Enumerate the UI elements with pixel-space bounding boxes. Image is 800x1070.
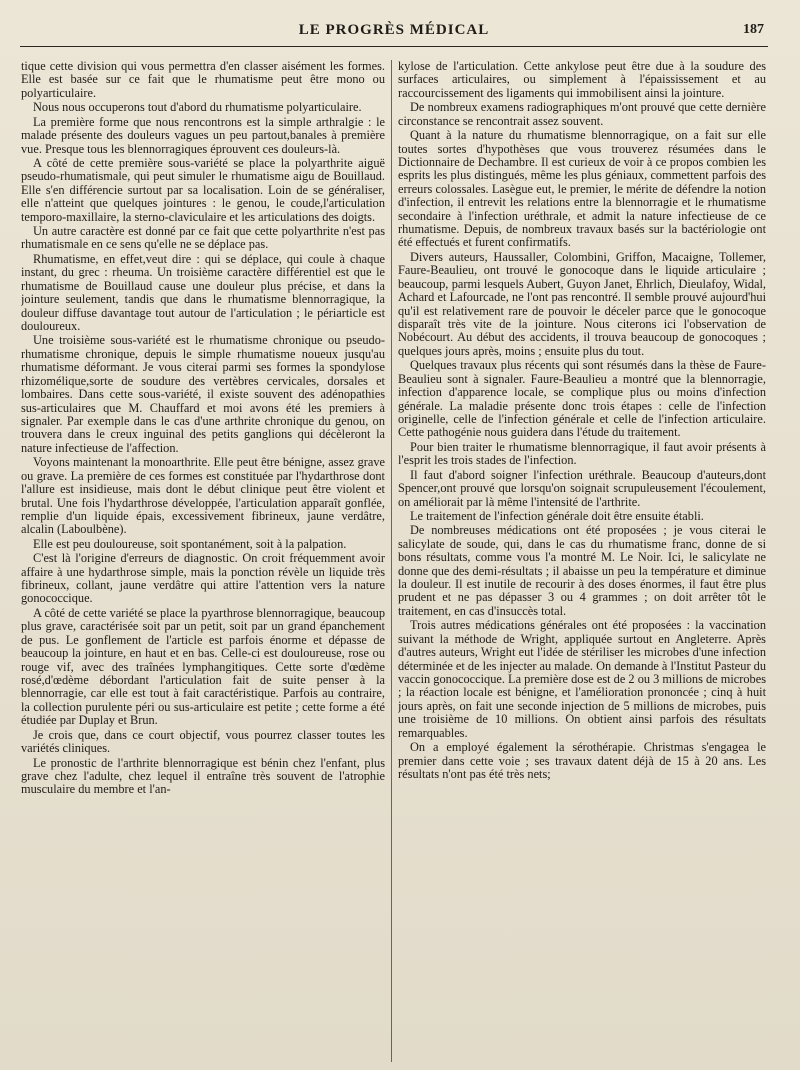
page-number: 187 (743, 22, 764, 37)
paragraph: De nombreux examens radiographiques m'ont prouvé que cette dernière circonstance se rencontrait assez souvent. (398, 100, 766, 128)
right-column (398, 60, 766, 1064)
paragraph: La première forme que nous rencontrons est la simple arthralgie : le malade présente des douleurs vagues un peu partout,banales à première vue. Presque tous les blennorragiques éprouvent ces douleurs-là. (21, 114, 385, 156)
paragraph: Le pronostic de l'arthrite blennorragique est bénin chez l'enfant, plus grave chez l'adulte, chez lequel il entraîne très souvent de l'atrophie musculaire du membre et l'an- (21, 755, 385, 797)
paragraph: kylose de l'articulation. Cette ankylose peut être due à la soudure des surfaces articulaires, ou simplement à l'épaississement et au raccourcissement des ligaments qui immobilisent ainsi la jointure. (398, 60, 766, 100)
paragraph: Quelques travaux plus récents qui sont résumés dans la thèse de Faure-Beaulieu sont à signaler. Faure-Beaulieu a montré que la blennorragie, infection d'apparence locale, se complique plus ou moins d'infection générale. La maladie présente donc trois étapes : celle de l'infection originelle, celle de l'infection générale et celle de l'infection articulaire. Cette pathogénie nous guidera dans l'étude du traitement. (398, 358, 766, 440)
paragraph: Une troisième sous-variété est le rhumatisme chronique ou pseudo-rhumatisme chronique, depuis le simple rhumatisme noueux jusqu'au rhumatisme déformant. Je vous citerai parmi ses formes la spondylose rhizomélique,sorte de soudure des vertèbres cervicales, dorsales et lombaires. Dans cette sous-variété, il existe souvent des adénopathies sus-articulaires que M. Chauffard et moi avons été les premiers à signaler. Par exemple dans le cas d'une arthrite chronique du genou, on trouvera dans le creux inguinal des petits ganglions qui décèleront la nature infectieuse de l'affection. (21, 333, 385, 455)
journal-title: LE PROGRÈS MÉDICAL (298, 22, 490, 38)
paragraph: Rhumatisme, en effet,veut dire : qui se déplace, qui coule à chaque instant, du grec : rheuma. Un troisième caractère différentiel est que le rhumatisme de Bouillaud cause une douleur plus précise, et dans la jointure seulement, tandis que dans le rhumatisme blennorragique, la douleur diffuse davantage tout autour de l'articulation ; le périarticle est douloureux. (21, 251, 385, 334)
paragraph: Voyons maintenant la monoarthrite. Elle peut être bénigne, assez grave ou grave. La première de ces formes est constituée par l'hydarthrose dont l'allure est insidieuse, mais dont le début clinique peut être violent et brutal. Une fois l'hydarthrose développée, l'articulation apparaît gonflée, remplie d'un liquide épais, excessivement fibrineux, jaune verdâtre, alcalin (Laboulbène). (21, 455, 385, 537)
paragraph: Elle est peu douloureuse, soit spontanément, soit à la palpation. (33, 536, 347, 551)
paragraph: De nombreuses médications ont été proposées ; je vous citerai le salicylate de soude, qui, dans le cas du rhumatisme franc, donne de si bons résultats, comme vous l'a montré M. Le Noir. Ici, le salicylate ne donne que des demi-résultats ; il abaisse un peu la température et diminue la douleur. Il est inutile de recourir à des doses énormes, il faut être plus prudent et ne pas dépasser 3 ou 4 grammes ; on doit arrêter tôt le traitement, en cas d'insuccès total. (398, 523, 766, 618)
paragraph: Trois autres médications générales ont été proposées : la vaccination suivant la méthode de Wright, appliquée surtout en Angleterre. Après d'autres auteurs, Wright eut l'idée de stériliser les microbes d'une infection déterminée et de les injecter au malade. On demande à l'Institut Pasteur du vaccin gonococcique. La première dose est de 2 ou 3 millions de microbes ; la réaction locale est bénigne, et l'amélioration prononcée ; cinq à huit jours après, on fait une seconde injection de 5 millions de microbes, puis une troisième de 10 millions. On obtient ainsi parfois des résultats remarquables. (398, 618, 766, 740)
paragraph: Pour bien traiter le rhumatisme blennorragique, il faut avoir présents à l'esprit les trois stades de l'infection. (398, 439, 766, 468)
paragraph: C'est là l'origine d'erreurs de diagnostic. On croit fréquemment avoir affaire à une hydarthrose simple, mais la ponction révèle un liquide très fibrineux, collant, jaune verdâtre qui attire l'attention vers la nature gonococcique. (21, 551, 385, 606)
paragraph: Il faut d'abord soigner l'infection uréthrale. Beaucoup d'auteurs,dont Spencer,ont prouvé que lorsqu'on soignait scrupuleusement l'écoulement, on améliorait par là même l'intensité de l'arthrite. (398, 467, 766, 509)
paragraph: Je crois que, dans ce court objectif, vous pourrez classer toutes les variétés cliniques. (21, 727, 385, 756)
column-divider (391, 60, 392, 1062)
paragraph: A côté de cette variété se place la pyarthrose blennorragique, beaucoup plus grave, caractérisée soit par un petit, soit par un grand épanchement de pus. Le gonflement de l'article est parfois énorme et dépasse de beaucoup la jointure, en haut et en bas. Celle-ci est douloureuse, rose ou rouge vif, avec des traînées lymphangitiques. Cette sorte d'œdème rosé,d'œdème débordant l'articulation fait de suite penser à la blennorragie, car elle est tout à fait caractéristique. Parfois au contraire, la collection purulente péri ou sus-articulaire est petite ; cette forme a été étudiée par Duplay et Brun. (21, 605, 385, 728)
paragraph: tique cette division qui vous permettra d'en classer aisément les formes. Elle est basée sur ce fait que le rhumatisme peut être mono ou polyarticulaire. (21, 60, 385, 100)
paragraph: A côté de cette première sous-variété se place la polyarthrite aiguë pseudo-rhumatismale, qui peut simuler le rhumatisme aigu de Bouillaud. Elle s'en différencie surtout par sa localisation. Loin de se généraliser, elle n'atteint que quelques jointures : le genou, le coude,l'articulation temporo-maxillaire, la sterno-claviculaire et les articulations des doigts. (21, 155, 385, 224)
paragraph: Divers auteurs, Haussaller, Colombini, Griffon, Macaigne, Tollemer, Faure-Beaulieu, ont trouvé le gonocoque dans le liquide articulaire ; beaucoup, parmi lesquels Aubert, Guyon Janet, Ehrlich, Dieulafoy, Widal, Achard et Lafourcade, ne l'ont pas rencontré. Il semble prouvé aujourd'hui qu'il est relativement rare de pouvoir le déceler parce que le gonocoque disparaît très vite de la jointure. Nous citerons ici l'observation de Nobécourt. Au début des accidents, il trouva beaucoup de gonocoques ; quelques jours après, moins ; ensuite plus du tout. (398, 249, 766, 358)
paragraph: On a employé également la sérothérapie. Christmas s'engagea le premier dans cette voie ; ses travaux datent déjà de 15 à 20 ans. Les résultats n'ont pas été très nets; (398, 740, 766, 781)
left-column (21, 60, 385, 1064)
paragraph: Nous nous occuperons tout d'abord du rhumatisme polyarticulaire. (33, 100, 362, 115)
paragraph: Le traitement de l'infection générale doit être ensuite établi. (410, 508, 704, 523)
paragraph: Un autre caractère est donné par ce fait que cette polyarthrite n'est pas rhumatismale en ce sens qu'elle ne se déplace pas. (21, 224, 385, 252)
paragraph: Quant à la nature du rhumatisme blennorragique, on a fait sur elle toutes sortes d'hypothèses que vous trouverez résumées dans le Dictionnaire de Dechambre. Il est curieux de voir à ce propos combien les esprits les plus distingués, même les plus géniaux, commettent parfois des erreurs colossales. Lasègue eut, le premier, le mérite de défendre la notion d'infection, il entrevit les relations entre la blennorragie et le rhumatisme secondaire à l'infection uréthrale, et admit la nature infectieuse de ce rhumatisme. Depuis, de nombreux travaux basés sur la bactériologie ont été effectués et furent confirmatifs. (398, 128, 766, 250)
page-header (20, 20, 768, 47)
